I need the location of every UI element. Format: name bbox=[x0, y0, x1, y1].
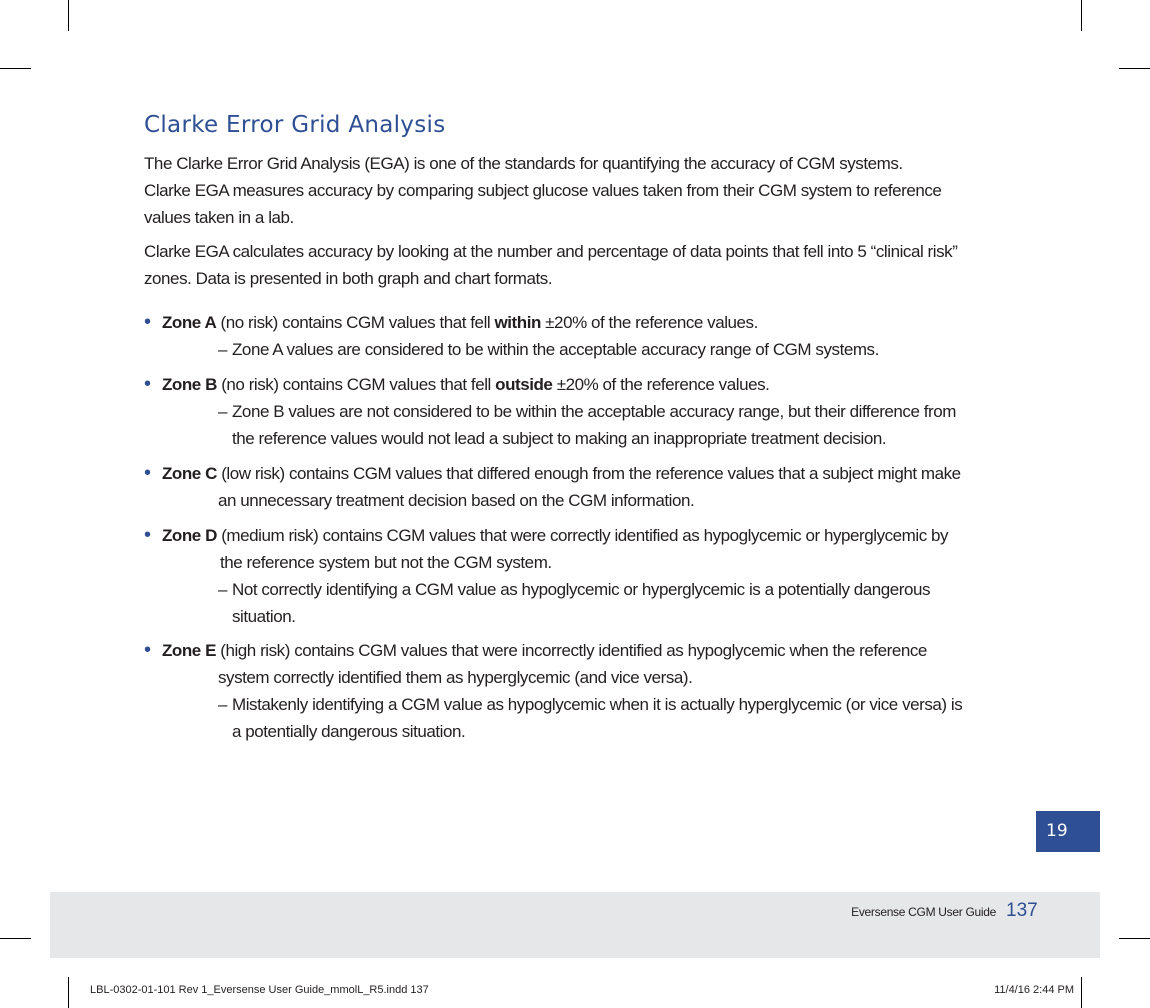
zone-text: ±20% of the reference values. bbox=[552, 375, 770, 394]
zone-c-item bbox=[144, 460, 1004, 514]
intro-paragraph-1 bbox=[144, 150, 941, 231]
note-text: Zone B values are not considered to be within the acceptable accuracy range, but their difference from bbox=[232, 402, 956, 421]
zone-b-keyword: outside bbox=[495, 375, 553, 394]
slug-timestamp: 11/4/16 2:44 PM bbox=[994, 984, 1074, 996]
intro-line: zones. Data is presented in both graph and chart formats. bbox=[144, 269, 553, 288]
zone-e-description-cont: system correctly identified them as hyperglycemic (and vice versa). bbox=[218, 668, 693, 687]
crop-mark bbox=[0, 68, 31, 69]
dash-glyph: – bbox=[218, 580, 228, 599]
note-text: Mistakenly identifying a CGM value as hypoglycemic when it is actually hyperglycemic (or vice versa) is bbox=[232, 695, 963, 714]
zone-d-note-cont: situation. bbox=[232, 607, 296, 626]
zone-a-description bbox=[144, 309, 1004, 336]
page-number: 137 bbox=[1006, 900, 1038, 921]
crop-mark bbox=[68, 977, 69, 1008]
zone-c-label: Zone C bbox=[162, 464, 217, 483]
crop-mark bbox=[1119, 938, 1150, 939]
zone-a-note bbox=[144, 336, 1004, 363]
bullet-icon: • bbox=[144, 462, 151, 484]
page-title: Clarke Error Grid Analysis bbox=[144, 112, 446, 138]
zone-a-keyword: within bbox=[494, 313, 541, 332]
intro-line: Clarke EGA measures accuracy by comparing subject glucose values taken from their CGM system to reference bbox=[144, 181, 942, 200]
zone-d-label: Zone D bbox=[162, 526, 217, 545]
footer-guide-title: Eversense CGM User Guide bbox=[851, 905, 996, 919]
intro-line: values taken in a lab. bbox=[144, 208, 294, 227]
intro-paragraph-2 bbox=[144, 238, 957, 292]
zone-text: (medium risk) contains CGM values that were correctly identified as hypoglycemic or hyperglycemic by bbox=[216, 526, 949, 545]
dash-glyph: – bbox=[218, 340, 228, 359]
zone-b-item bbox=[144, 371, 1004, 452]
crop-mark bbox=[1081, 0, 1082, 31]
slug-file-info: LBL-0302-01-101 Rev 1_Eversense User Guide_mmolL_R5.indd 137 bbox=[90, 984, 429, 996]
zone-e-note-cont: a potentially dangerous situation. bbox=[232, 722, 466, 741]
zone-c-description-cont: an unnecessary treatment decision based on the CGM information. bbox=[218, 491, 695, 510]
footer-band bbox=[50, 892, 1100, 958]
zone-d-item bbox=[144, 522, 1004, 630]
zone-c-description bbox=[144, 460, 1004, 487]
zone-d-description-cont: the reference system but not the CGM system. bbox=[220, 553, 552, 572]
zone-d-description bbox=[144, 522, 1004, 549]
crop-mark bbox=[1081, 977, 1082, 1008]
chapter-tab: 19 bbox=[1036, 811, 1100, 852]
zone-b-note bbox=[144, 398, 1004, 425]
intro-line: Clarke EGA calculates accuracy by looking at the number and percentage of data points that fell into 5 “clinical risk” bbox=[144, 242, 958, 261]
zone-a-label: Zone A bbox=[162, 313, 217, 332]
note-text: Zone A values are considered to be within the acceptable accuracy range of CGM systems. bbox=[232, 340, 879, 359]
zone-text: (low risk) contains CGM values that differed enough from the reference values that a subject might make bbox=[216, 464, 961, 483]
bullet-icon: • bbox=[144, 373, 151, 395]
bullet-icon: • bbox=[144, 311, 151, 333]
zone-b-description bbox=[144, 371, 1004, 398]
zone-b-note-cont: the reference values would not lead a subject to making an inappropriate treatment decision. bbox=[232, 429, 887, 448]
bullet-icon: • bbox=[144, 639, 151, 661]
crop-mark bbox=[68, 0, 69, 31]
zone-d-note bbox=[144, 576, 1004, 603]
zone-e-note bbox=[144, 691, 1004, 718]
bullet-icon: • bbox=[144, 524, 151, 546]
dash-glyph: – bbox=[218, 695, 228, 714]
zone-e-description bbox=[144, 637, 1004, 664]
crop-mark bbox=[0, 938, 31, 939]
zone-text: (high risk) contains CGM values that were incorrectly identified as hypoglycemic when the reference bbox=[215, 641, 927, 660]
dash-glyph: – bbox=[218, 402, 228, 421]
zone-a-item bbox=[144, 309, 1004, 363]
zone-e-item bbox=[144, 637, 1004, 745]
zone-text: (no risk) contains CGM values that fell bbox=[216, 375, 496, 394]
note-text: Not correctly identifying a CGM value as hypoglycemic or hyperglycemic is a potentially dangerous bbox=[232, 580, 931, 599]
zone-b-label: Zone B bbox=[162, 375, 217, 394]
intro-line: The Clarke Error Grid Analysis (EGA) is one of the standards for quantifying the accuracy of CGM systems. bbox=[144, 154, 903, 173]
zone-text: (no risk) contains CGM values that fell bbox=[216, 313, 495, 332]
zone-text: ±20% of the reference values. bbox=[540, 313, 758, 332]
zone-e-label: Zone E bbox=[162, 641, 216, 660]
crop-mark bbox=[1119, 68, 1150, 69]
